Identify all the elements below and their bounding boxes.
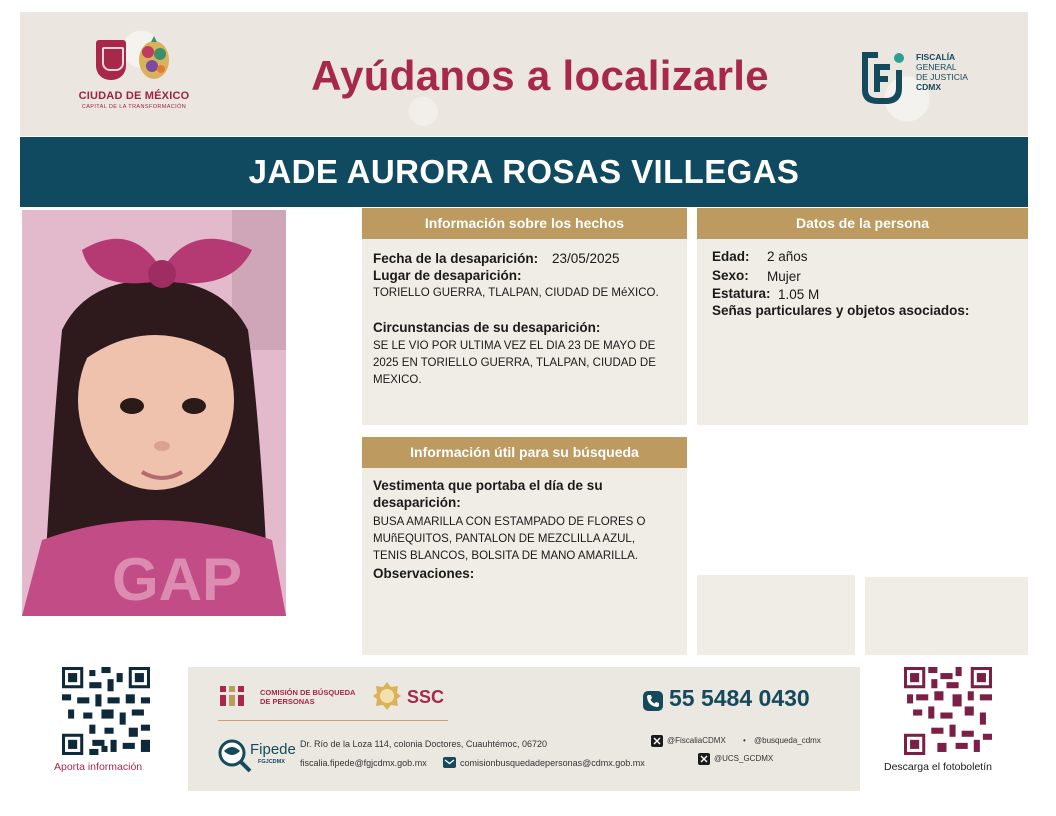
header-banner: [20, 12, 1028, 136]
ssc-label: SSC: [407, 687, 445, 707]
cdmx-logo: [74, 32, 194, 132]
email-comision[interactable]: comisionbusquedadepersonas@cdmx.gob.mx: [460, 758, 645, 768]
vestimenta-line-2: MUñEQUITOS, PANTALON DE MEZCLILLA AZUL,: [373, 533, 636, 545]
x-social-icon: [651, 735, 663, 747]
comision-busqueda-icon: [220, 686, 254, 706]
fipede-sub: FGJCDMX: [258, 759, 285, 765]
panel-hechos: [362, 208, 687, 425]
fgj-logo: [856, 46, 986, 112]
edad-label: Edad:: [712, 249, 750, 264]
fgj-emblem-icon: [856, 46, 908, 106]
phone-icon: [643, 691, 663, 711]
circunstancias-line-2: 2025 EN TORIELLO GUERRA, TLALPAN, CIUDAD DE: [373, 357, 656, 369]
phone-number[interactable]: 55 5484 0430: [669, 685, 810, 711]
headline: Ayúdanos a localizarle: [311, 52, 769, 99]
panel-util-title: Información útil para su búsqueda: [362, 437, 687, 468]
sexo-value: Mujer: [767, 269, 801, 284]
person-name: JADE AURORA ROSAS VILLEGAS: [20, 137, 1028, 207]
child-portrait-image: [22, 210, 286, 616]
vestimenta-line-3: TENIS BLANCOS, BOLSITA DE MANO AMARILLA.: [373, 550, 638, 562]
estatura-value: 1.05 M: [778, 287, 820, 302]
vestimenta-label-1: Vestimenta que portaba el día de su: [373, 478, 603, 493]
photo-slot-1: [697, 437, 855, 655]
fgj-text: [916, 52, 968, 92]
comision-busqueda-name: [260, 688, 355, 706]
address: Dr. Río de la Loza 114, colonia Doctores, Cuauhtémoc, 06720: [300, 739, 547, 749]
lugar-label: Lugar de desaparición:: [373, 268, 522, 283]
social-fiscalia[interactable]: @FiscaliaCDMX: [667, 736, 726, 745]
qr-right-caption: Descarga el fotoboletín: [884, 761, 992, 773]
edad-value: 2 años: [767, 249, 808, 264]
footer-divider: [218, 720, 448, 721]
sexo-label: Sexo:: [712, 268, 749, 283]
observaciones-label: Observaciones:: [373, 566, 475, 581]
circunstancias-line-3: MEXICO.: [373, 374, 422, 386]
email-icon: [443, 757, 456, 768]
cdmx-tagline: CAPITAL DE LA TRANSFORMACIÓN: [81, 104, 187, 110]
social-separator: •: [743, 736, 746, 745]
social-ucs[interactable]: @UCS_GCDMX: [714, 754, 774, 763]
fgj-line-4: CDMX: [916, 82, 942, 92]
vestimenta-label-2: desaparición:: [373, 495, 461, 510]
x-social-icon: [698, 753, 710, 765]
comision-line-1: COMISIÓN DE BÚSQUEDA: [260, 688, 356, 697]
lugar-value: TORIELLO GUERRA, TLALPAN, CIUDAD DE MéXICO.: [373, 287, 659, 299]
fipede-name: Fipede: [250, 741, 296, 758]
cdmx-shield-icon: [96, 40, 126, 80]
panel-hechos-title: Información sobre los hechos: [362, 208, 687, 239]
panel-persona-title: Datos de la persona: [697, 208, 1028, 239]
qr-code-aporta-icon[interactable]: [62, 667, 150, 755]
senas-label: Señas particulares y objetos asociados:: [712, 303, 970, 318]
footer-contact: [188, 667, 860, 791]
circunstancias-label: Circunstancias de su desaparición:: [373, 320, 601, 335]
fgj-line-3: DE JUSTICIA: [916, 72, 968, 82]
photo-slot-2: [865, 437, 1028, 655]
fecha-label: Fecha de la desaparición:: [373, 251, 539, 266]
panel-util: [362, 437, 687, 655]
vestimenta-line-1: BUSA AMARILLA CON ESTAMPADO DE FLORES O: [373, 516, 646, 528]
cdmx-name: CIUDAD DE MÉXICO: [78, 90, 190, 102]
svg-text:GAP: GAP: [112, 546, 243, 613]
fecha-value: 23/05/2025: [552, 251, 620, 266]
qr-left-caption: Aporta información: [54, 761, 143, 773]
circunstancias-line-1: SE LE VIO POR ULTIMA VEZ EL DIA 23 DE MAYO DE: [373, 340, 656, 352]
qr-code-descarga-icon[interactable]: [904, 667, 992, 755]
person-photo: [22, 210, 286, 616]
ssc-badge-icon: [372, 681, 402, 711]
fgj-line-2: GENERAL: [916, 62, 957, 72]
comision-line-2: DE PERSONAS: [260, 697, 315, 706]
email-fipede[interactable]: fiscalia.fipede@fgjcdmx.gob.mx: [300, 758, 427, 768]
fipede-logo-icon: [216, 737, 252, 773]
cdmx-flower-icon: [134, 32, 174, 82]
social-busqueda[interactable]: @busqueda_cdmx: [754, 736, 821, 745]
fgj-line-1: FISCALÍA: [916, 52, 956, 62]
estatura-label: Estatura:: [712, 286, 771, 301]
panel-persona: [697, 208, 1028, 425]
